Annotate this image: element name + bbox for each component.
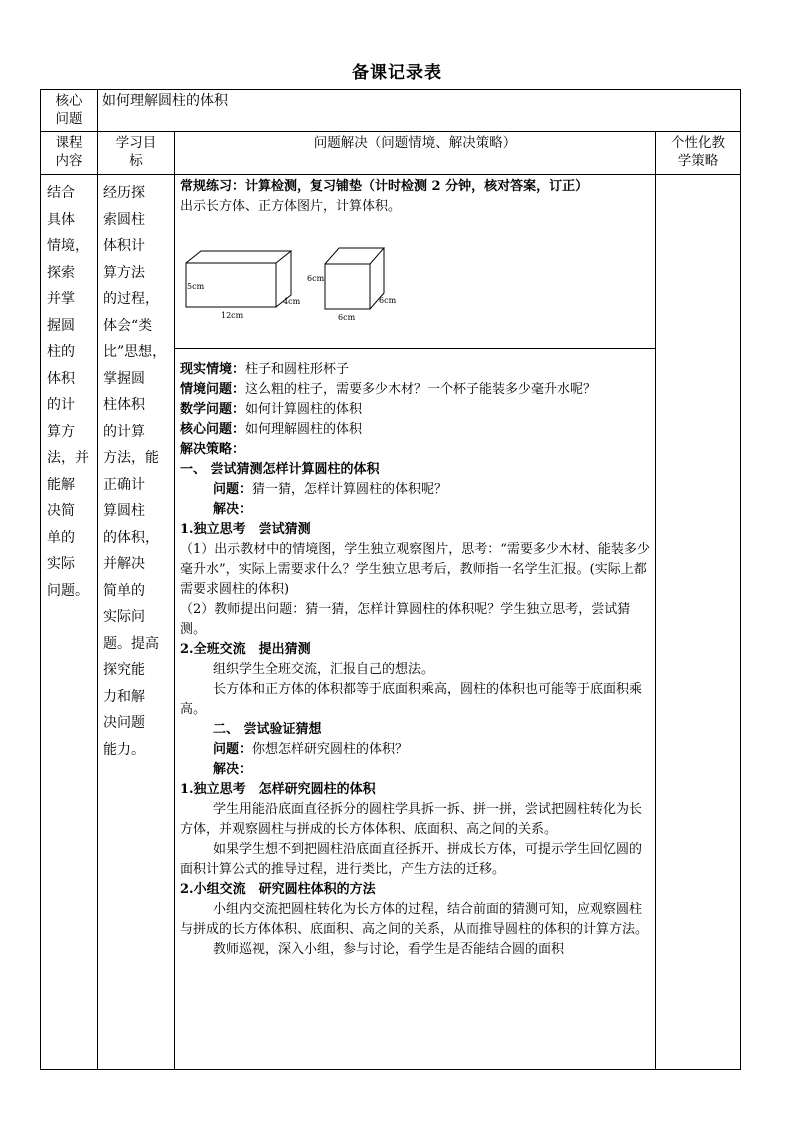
learning-goal-line: 索圆柱 (103, 211, 145, 228)
practice-text: 出示长方体、正方体图片，计算体积。 (180, 199, 402, 214)
learning-goal-line: 并解决 (103, 556, 145, 572)
learning-goal-line: 简单的 (103, 582, 145, 599)
section-1-solve-label: 解决： (213, 502, 253, 517)
course-content-line: 实际 (47, 556, 75, 572)
section-1-title: 一、 尝试猜测怎样计算圆柱的体积 (180, 462, 380, 477)
section-2-solve-label: 解决： (213, 762, 253, 777)
real-scenario: 现实情境：柱子和圆柱形杯子 (180, 362, 350, 377)
course-content-line: 算方 (47, 423, 75, 440)
learning-goal-line: 力和解 (103, 688, 145, 705)
course-content-line: 决简 (47, 503, 75, 519)
learning-goal-line: 的体积， (103, 529, 159, 546)
page-title: 备课记录表 (352, 63, 442, 83)
course-content-line: 能解 (47, 476, 75, 493)
cube-width-label: 6cm (379, 296, 397, 305)
core-question: 核心问题：如何理解圆柱的体积 (180, 422, 363, 437)
course-content-line: 并掌 (47, 291, 75, 307)
step-2-paragraph-1: 组织学生全班交流，汇报自己的想法。 (213, 662, 435, 677)
section-1-question: 问题：猜一猜，怎样计算圆柱的体积呢？ (213, 482, 448, 497)
header-personal-strategy: 个性化教 学策略 (671, 135, 725, 169)
learning-goal-line: 题。提高 (103, 635, 159, 652)
core-question-value: 如何理解圆柱的体积 (102, 93, 228, 109)
step-4-title: 2.小组交流 研究圆柱体积的方法 (180, 882, 376, 897)
learning-goal-column (103, 180, 166, 763)
step-4-paragraph-1: 小组内交流把圆柱转化为长方体的过程，结合前面的猜测可知，应观察圆柱与拼成的长方体体积、底面积、高之间的关系，从而推导圆柱的体积的计算方法。 (180, 902, 649, 937)
practice-section (180, 177, 650, 217)
strategy-label: 解决策略： (180, 442, 246, 457)
course-content-line: 柱的 (47, 344, 75, 360)
cube-height-label: 6cm (307, 274, 325, 283)
header-course-content: 课程 内容 (55, 135, 83, 169)
learning-goal-line: 方法，能 (103, 450, 159, 466)
course-content-line: 握圆 (47, 317, 75, 334)
step-3-title: 1.独立思考 怎样研究圆柱的体积 (180, 782, 376, 797)
learning-goal-line: 比”思想， (103, 344, 167, 360)
section-2-question: 问题：你想怎样研究圆柱的体积？ (213, 742, 409, 757)
learning-goal-line: 能力。 (103, 741, 145, 758)
learning-goal-line: 柱体积 (103, 397, 145, 413)
cuboid-height-label: 5cm (187, 282, 205, 291)
step-3-paragraph-2: 如果学生想不到把圆柱沿底面直径拆开、拼成长方体，可提示学生回忆圆的面积计算公式的推导过程，进行类比，产生方法的迁移。 (180, 842, 643, 877)
step-1-title: 1.独立思考 尝试猜测 (180, 522, 311, 537)
learning-goal-line: 算方法 (103, 264, 145, 281)
situation-question: 情境问题：这么粗的柱子，需要多少木材？一个杯子能装多少毫升水呢？ (180, 382, 597, 397)
step-1-paragraph-1: （1）出示教材中的情境图，学生独立观察图片，思考：“需要多少木材、能装多少毫升水”，实际上需要求什么？学生独立思考后，教师指一名学生汇报。(实际上都需要求圆柱的体积) (180, 542, 650, 597)
course-content-column (47, 180, 89, 604)
learning-goal-line: 探究能 (103, 662, 145, 678)
learning-goal-line: 决问题 (103, 715, 145, 731)
header-learning-goal: 学习目 标 (115, 135, 157, 169)
step-2-title: 2.全班交流 提出猜测 (180, 642, 311, 657)
learning-goal-line: 实际问 (103, 609, 145, 625)
scenario-section (180, 360, 650, 960)
learning-goal-line: 体会“类 (103, 317, 153, 334)
course-content-line: 情境， (47, 238, 89, 254)
step-2-paragraph-2: 长方体和正方体的体积都等于底面积乘高，圆柱的体积也可能等于底面积乘高。 (180, 682, 643, 717)
core-question-label: 核心 问题 (55, 93, 83, 127)
math-question: 数学问题：如何计算圆柱的体积 (180, 402, 363, 417)
learning-goal-line: 算圆柱 (103, 503, 145, 519)
section-2-title: 二、 尝试验证猜想 (213, 722, 322, 737)
course-content-line: 探索 (47, 264, 75, 281)
learning-goal-line: 正确计 (103, 476, 145, 493)
course-content-line: 具体 (47, 211, 75, 228)
course-content-line: 问题。 (47, 582, 89, 599)
course-content-line: 单的 (47, 529, 75, 546)
cuboid-cube-figure (180, 240, 410, 322)
learning-goal-line: 体积计 (103, 238, 145, 254)
practice-heading: 常规练习：计算检测，复习铺垫（计时检测 2 分钟，核对答案，订正） (180, 179, 589, 194)
step-4-paragraph-2: 教师巡视，深入小组，参与讨论，看学生是否能结合圆的面积 (213, 942, 565, 957)
learning-goal-line: 经历探 (103, 185, 145, 201)
learning-goal-line: 的过程， (103, 291, 159, 307)
course-content-line: 法，并 (47, 450, 89, 466)
header-problem-solving: 问题解决（问题情境、解决策略） (313, 135, 517, 151)
cuboid-length-label: 12cm (221, 311, 244, 320)
learning-goal-line: 掌握圆 (103, 370, 145, 387)
course-content-line: 的计 (47, 397, 75, 413)
step-1-paragraph-2: （2）教师提出问题：猜一猜，怎样计算圆柱的体积呢？学生独立思考，尝试猜测。 (180, 602, 631, 637)
course-content-line: 体积 (47, 370, 75, 387)
cuboid-width-label: 4cm (283, 297, 301, 306)
step-3-paragraph-1: 学生用能沿底面直径拆分的圆柱学具拆一拆、拼一拼，尝试把圆柱转化为长方体，并观察圆柱与拼成的长方体体积、底面积、高之间的关系。 (180, 802, 643, 837)
learning-goal-line: 的计算 (103, 423, 145, 440)
course-content-line: 结合 (47, 185, 75, 201)
cube-length-label: 6cm (338, 313, 356, 322)
